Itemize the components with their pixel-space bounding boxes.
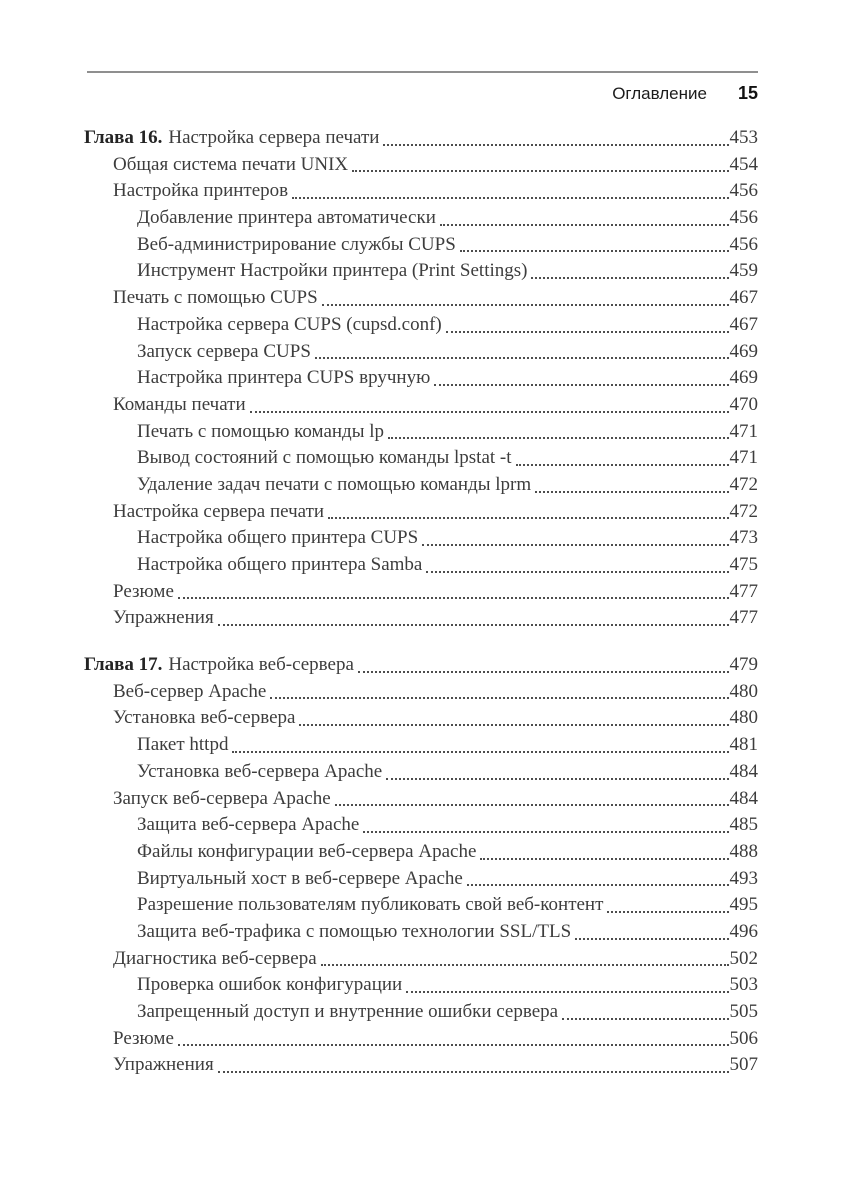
toc-entry — [84, 786, 758, 813]
toc-entry — [84, 892, 758, 919]
toc-dot-leader — [446, 312, 729, 333]
toc-entry-page-number: 456 — [729, 207, 758, 229]
toc-dot-leader — [250, 392, 729, 413]
toc-entry-page-number: 480 — [729, 680, 758, 702]
toc-dot-leader — [178, 1026, 729, 1047]
toc-entry-page-number: 481 — [729, 734, 758, 756]
toc-entry-title: Удаление задач печати с помощью команды lprm — [137, 473, 532, 495]
toc-entry-page-number: 485 — [729, 814, 758, 836]
toc-entry-title: Диагностика веб-сервера — [113, 947, 317, 969]
toc-entry — [84, 178, 758, 205]
toc-entry — [84, 579, 758, 606]
toc-entry — [84, 419, 758, 446]
toc-entry-page-number: 467 — [729, 313, 758, 335]
toc-entry — [84, 679, 758, 706]
toc-entry-title: Разрешение пользователям публиковать свой веб-контент — [137, 894, 604, 916]
toc-entry-title: Установка веб-сервера Apache — [137, 760, 383, 782]
toc-dot-leader — [358, 652, 729, 673]
toc-dot-leader — [535, 472, 728, 493]
toc-entry-page-number: 472 — [729, 473, 758, 495]
toc-dot-leader — [292, 178, 728, 199]
toc-dot-leader — [299, 705, 728, 726]
toc-entry-title: Запуск сервера CUPS — [137, 340, 311, 362]
toc-entry-title: Добавление принтера автоматически — [137, 207, 436, 229]
toc-entry-title: Защита веб-сервера Apache — [137, 814, 360, 836]
toc-entry-page-number: 488 — [729, 840, 758, 862]
toc-entry-page-number: 471 — [729, 447, 758, 469]
toc-entry-page-number: 475 — [729, 554, 758, 575]
toc-entry-page-number: 469 — [729, 367, 758, 389]
toc-entry-title: Настройка общего принтера Samba — [137, 554, 423, 575]
toc-entry-title: Настройка веб-сервера — [168, 654, 354, 676]
toc-entry-page-number: 477 — [729, 580, 758, 602]
toc-entry — [84, 392, 758, 419]
toc-dot-leader — [178, 579, 729, 600]
toc-dot-leader — [218, 605, 729, 626]
toc-dot-leader — [335, 786, 729, 807]
toc-entry — [84, 839, 758, 866]
toc-dot-leader — [406, 972, 728, 993]
toc-dot-leader — [422, 525, 728, 546]
toc-entry — [84, 152, 758, 179]
toc-entry — [84, 232, 758, 259]
toc-dot-leader — [218, 1052, 729, 1073]
toc-dot-leader — [460, 232, 729, 253]
toc-entry — [84, 759, 758, 786]
toc-entry-page-number: 502 — [729, 947, 758, 969]
toc-entry — [84, 205, 758, 232]
toc-entry — [84, 919, 758, 946]
running-header — [87, 71, 758, 105]
toc-entry-page-number: 453 — [729, 127, 758, 148]
toc-entry-title: Инструмент Настройки принтера (Print Settings) — [137, 260, 528, 282]
toc-entry-title: Резюме — [113, 1027, 174, 1049]
toc-dot-leader — [321, 946, 729, 967]
toc-dot-leader — [388, 419, 728, 440]
toc-dot-leader — [232, 732, 728, 753]
toc-entry-title: Защита веб-трафика с помощью технологии SSL/TLS — [137, 920, 572, 942]
toc-dot-leader — [516, 445, 729, 466]
toc-dot-leader — [562, 999, 728, 1020]
toc-entry-page-number: 473 — [729, 527, 758, 549]
toc-entry-page-number: 469 — [729, 340, 758, 362]
toc-entry-title: Файлы конфигурации веб-сервера Apache — [137, 840, 477, 862]
toc-entry-page-number: 456 — [729, 233, 758, 255]
toc-entry-page-number: 470 — [729, 393, 758, 415]
toc-entry-chapter-prefix: Глава 16. — [84, 127, 163, 148]
toc-entry-page-number: 472 — [729, 500, 758, 522]
toc-entry — [84, 285, 758, 312]
toc-entry — [84, 946, 758, 973]
toc-entry — [84, 445, 758, 472]
toc-dot-leader — [352, 152, 728, 173]
toc-entry — [84, 812, 758, 839]
toc-entry-title: Вывод состояний с помощью команды lpstat -t — [137, 447, 512, 469]
toc-dot-leader — [322, 285, 729, 306]
toc-dot-leader — [440, 205, 729, 226]
toc-entry-page-number: 493 — [729, 867, 758, 889]
toc-entry-page-number: 477 — [729, 607, 758, 629]
toc-dot-leader — [328, 499, 728, 520]
toc-entry-page-number: 471 — [729, 420, 758, 442]
toc-entry-page-number: 454 — [729, 153, 758, 175]
toc-dot-leader — [386, 759, 728, 780]
toc-dot-leader — [531, 258, 728, 279]
toc-entry-page-number: 484 — [729, 787, 758, 809]
toc-entry — [84, 652, 758, 679]
toc-entry — [84, 499, 758, 526]
toc-entry — [84, 552, 758, 579]
toc-dot-leader — [383, 125, 728, 146]
toc-entry-page-number: 507 — [729, 1054, 758, 1076]
toc-entry — [84, 312, 758, 339]
toc-entry-title: Запрещенный доступ и внутренние ошибки сервера — [137, 1001, 559, 1022]
toc-entry-title: Упражнения — [113, 1054, 214, 1076]
toc-dot-leader — [480, 839, 728, 860]
toc-entry — [84, 125, 758, 152]
toc-entry-page-number: 506 — [729, 1027, 758, 1049]
running-header-page-number: 15 — [737, 83, 758, 103]
toc-entry — [84, 525, 758, 552]
toc-entry — [84, 258, 758, 285]
toc-dot-leader — [315, 339, 729, 360]
toc-entry-title: Общая система печати UNIX — [113, 153, 349, 175]
toc-entry-title: Пакет httpd — [137, 734, 229, 756]
toc-entry — [84, 866, 758, 893]
toc-entry-chapter-prefix: Глава 17. — [84, 654, 163, 676]
toc-entry-title: Печать с помощью CUPS — [113, 287, 318, 309]
toc-entry — [84, 1052, 758, 1079]
toc-entry — [84, 339, 758, 366]
toc-entry-title: Резюме — [113, 580, 174, 602]
toc-entry-title: Настройка сервера печати — [168, 127, 380, 148]
toc-entry-title: Настройка принтеров — [113, 180, 289, 202]
toc-entry-title: Веб-администрирование службы CUPS — [137, 233, 456, 255]
toc-entry — [84, 605, 758, 632]
toc-entry-title: Установка веб-сервера — [113, 707, 296, 729]
toc-dot-leader — [575, 919, 728, 940]
toc-entry — [84, 999, 758, 1026]
toc-entry-page-number: 456 — [729, 180, 758, 202]
toc-entry-page-number: 484 — [729, 760, 758, 782]
toc-list — [84, 125, 758, 1079]
toc-entry — [84, 972, 758, 999]
running-header-title: Оглавление — [612, 84, 707, 103]
toc-entry-title: Настройка сервера CUPS (cupsd.conf) — [137, 313, 442, 335]
toc-entry-page-number: 496 — [729, 920, 758, 942]
toc-dot-leader — [467, 866, 729, 887]
toc-entry-page-number: 505 — [729, 1001, 758, 1022]
toc-entry — [84, 472, 758, 499]
toc-dot-leader — [426, 552, 728, 573]
toc-entry-title: Запуск веб-сервера Apache — [113, 787, 331, 809]
toc-entry-title: Веб-сервер Apache — [113, 680, 267, 702]
toc-entry — [84, 732, 758, 759]
toc-entry-title: Настройка принтера CUPS вручную — [137, 367, 431, 389]
toc-dot-leader — [363, 812, 728, 833]
toc-entry-page-number: 503 — [729, 974, 758, 996]
toc-dot-leader — [607, 892, 728, 913]
toc-dot-leader — [434, 365, 728, 386]
toc-entry — [84, 365, 758, 392]
toc-entry-page-number: 467 — [729, 287, 758, 309]
toc-dot-leader — [270, 679, 728, 700]
toc-entry-page-number: 459 — [729, 260, 758, 282]
toc-entry-title: Печать с помощью команды lp — [137, 420, 385, 442]
toc-entry-page-number: 479 — [729, 654, 758, 676]
toc-entry-page-number: 480 — [729, 707, 758, 729]
toc-entry-title: Упражнения — [113, 607, 214, 629]
toc-entry-title: Виртуальный хост в веб-сервере Apache — [137, 867, 463, 889]
toc-entry — [84, 705, 758, 732]
toc-entry — [84, 1026, 758, 1053]
toc-entry-title: Настройка общего принтера CUPS — [137, 527, 419, 549]
toc-entry-title: Команды печати — [113, 393, 246, 415]
toc-entry-title: Настройка сервера печати — [113, 500, 325, 522]
toc-entry-page-number: 495 — [729, 894, 758, 916]
toc-entry-title: Проверка ошибок конфигурации — [137, 974, 403, 996]
